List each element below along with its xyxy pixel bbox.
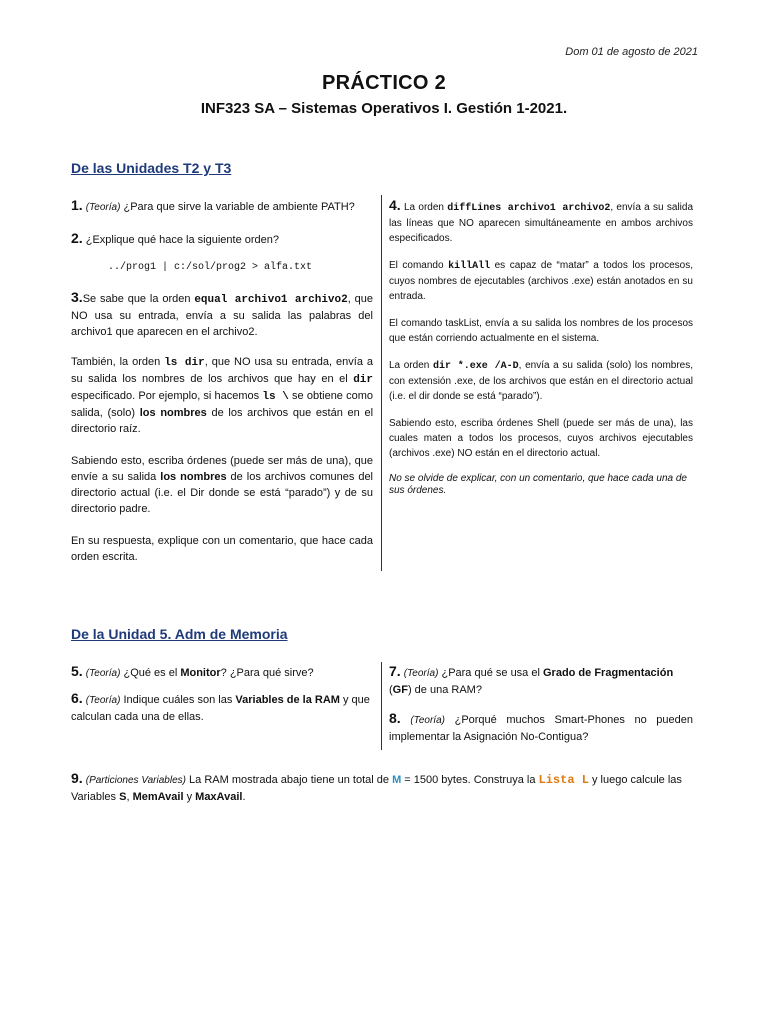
- question-4-paragraph-4: La orden dir *.exe /A-D, envía a su salida (solo) los nombres, con extensión .exe, de los archivos que están en el directorio actual (i.e. el dir donde se está “parado”).: [389, 360, 694, 402]
- section-heading-t2-t3: De las Unidades T2 y T3: [71, 160, 232, 176]
- question-4-paragraph-3: El comando taskList, envía a su salida los nombres de los procesos que están corriendo actualmente en el sistema.: [389, 318, 693, 344]
- lista-l: Lista L: [538, 773, 589, 787]
- question-3-paragraph-4: En su respuesta, explique con un comentario, que hace cada orden escrita.: [71, 535, 373, 563]
- date: Dom 01 de agosto de 2021: [565, 46, 698, 58]
- question-4-note: No se olvide de explicar, con un comentario, que hace cada una de sus órdenes.: [389, 473, 687, 496]
- question-number: 9.: [71, 770, 83, 786]
- question-number: 2.: [71, 230, 83, 246]
- question-8: 8. (Teoría) ¿Porqué muchos Smart-Phones no pueden implementar la Asignación No-Contigua?: [389, 710, 694, 743]
- column-divider: [381, 662, 382, 750]
- question-4-paragraph-2: El comando killAll es capaz de “matar” a todos los procesos, cuyos nombres de ejecutables (archivos .exe) están anotados en su entrada.: [389, 260, 693, 302]
- page-subtitle: INF323 SA – Sistemas Operativos I. Gestión 1-2021.: [200, 100, 568, 117]
- question-2: 2. ¿Explique qué hace la siguiente orden?: [71, 230, 279, 246]
- question-3-paragraph-2: También, la orden ls dir, que NO usa su entrada, envía a su salida los nombres de los archivos que hay en el dir especificado. Por ejemplo, si hacemos ls \ se obtiene como salida, (solo) los nombres de los archivos que están en el directorio raíz.: [71, 356, 374, 435]
- right-column-1: [389, 198, 693, 497]
- question-5: 5. (Teoría) ¿Qué es el Monitor? ¿Para qué sirve?: [71, 663, 314, 679]
- question-1: 1. (Teoría) ¿Para que sirve la variable de ambiente PATH?: [71, 197, 355, 213]
- question-6: 6. (Teoría) Indique cuáles son las Variables de la RAM y que calculan cada una de ellas.: [71, 690, 370, 723]
- left-column-2: [71, 663, 373, 725]
- question-number: 7.: [389, 663, 401, 679]
- question-number: 4.: [389, 197, 401, 213]
- command-line: ../prog1 | c:/sol/prog2 > alfa.txt: [108, 262, 313, 273]
- question-3: 3.Se sabe que la orden equal archivo1 archivo2, que NO usa su entrada, envía a su salida las palabras del archivo1 que aparecen en el archivo2.: [71, 289, 373, 338]
- page-title: PRÁCTICO 2: [321, 72, 447, 94]
- left-column-1: [71, 197, 373, 565]
- section-heading-memoria: De la Unidad 5. Adm de Memoria: [71, 626, 288, 642]
- question-7: 7. (Teoría) ¿Para qué se usa el Grado de Fragmentación (GF) de una RAM?: [389, 663, 674, 696]
- question-number: 3.: [71, 289, 83, 305]
- question-number: 1.: [71, 197, 83, 213]
- question-4: 4. La orden diffLines archivo1 archivo2, envía a su salida las líneas que NO aparecen simultáneamente en ambos archivos especificados.: [389, 197, 694, 244]
- question-number: 8.: [389, 710, 401, 726]
- question-3-paragraph-3: Sabiendo esto, escriba órdenes (puede ser más de una), que envíe a su salida los nombres de los archivos comunes del directorio actual (i.e. el Dir donde se está “parado”) y de su directorio padre.: [71, 455, 373, 515]
- question-number: 6.: [71, 690, 83, 706]
- column-divider: [381, 195, 382, 571]
- question-number: 5.: [71, 663, 83, 679]
- right-column-2: [389, 663, 693, 745]
- question-4-paragraph-5: Sabiendo esto, escriba órdenes Shell (puede ser más de una), las cuales maten a todos los procesos, cuyos archivos ejecutables (archivos .exe) NO están en el directorio actual.: [389, 418, 693, 459]
- variable-m: M: [392, 774, 402, 786]
- question-9: 9. (Particiones Variables) La RAM mostrada abajo tiene un total de M = 1500 bytes. Construya la Lista L y luego calcule las Variables S, MemAvail y MaxAvail.: [71, 770, 682, 803]
